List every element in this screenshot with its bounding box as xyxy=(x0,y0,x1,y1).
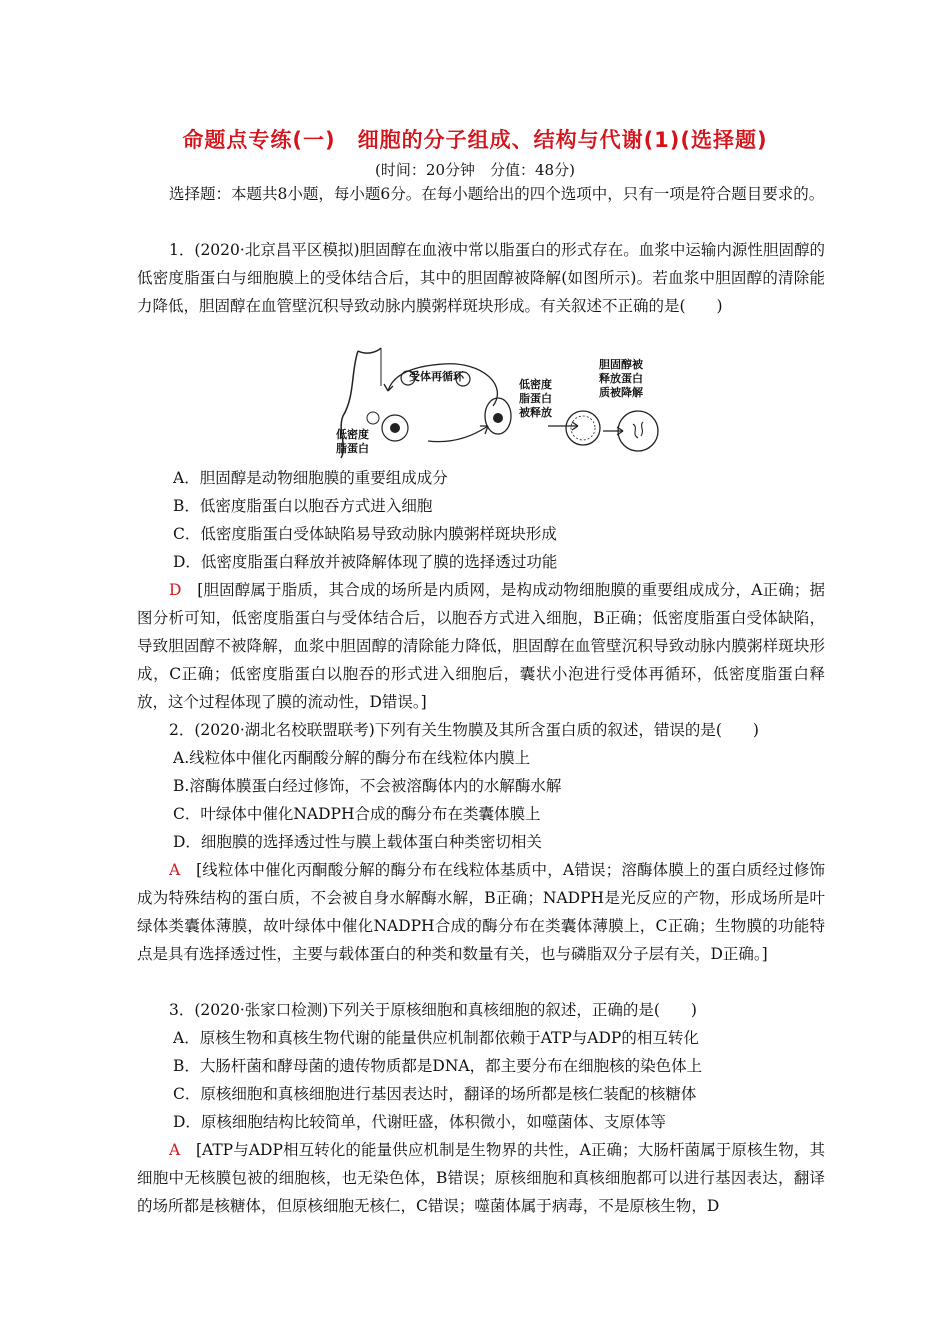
q1-option-a: A．胆固醇是动物细胞膜的重要组成成分 xyxy=(173,469,448,487)
q1-option-b: B．低密度脂蛋白以胞吞方式进入细胞 xyxy=(173,497,433,515)
label-ldl-line1: 低密度 xyxy=(336,428,369,441)
question-1-stem: 1．(2020·北京昌平区模拟)胆固醇在血液中常以脂蛋白的形式存在。血浆中运输内源性胆固醇的低密度脂蛋白与细胞膜上的受体结合后，其中的胆固醇被降解(如图所示)。若血浆中胆固醇的清除能力降低，胆固醇在血管壁沉积导致动脉内膜粥样斑块形成。有关叙述不正确的是( ) xyxy=(137,241,825,315)
label-release-line2: 脂蛋白 xyxy=(519,392,552,405)
question-3-stem: 3．(2020·张家口检测)下列关于原核细胞和真核细胞的叙述，正确的是( ) xyxy=(169,1001,697,1019)
q2-explanation-text: [线粒体中催化丙酮酸分解的酶分布在线粒体基质中，A错误；溶酶体膜上的蛋白质经过修饰成为特殊结构的蛋白质，不会被自身水解酶水解，B正确；NADPH是光反应的产物，形成场所是叶绿体类囊体薄膜，故叶绿体中催化NADPH合成的酶分布在类囊体薄膜上，C正确；生物膜的功能特点是具有选择透过性，主要与载体蛋白的种类和数量有关，也与磷脂双分子层有关，D正确。] xyxy=(137,861,825,963)
q1-answer: D xyxy=(169,581,182,599)
q2-answer: A xyxy=(169,861,181,879)
q1-option-c: C．低密度脂蛋白受体缺陷易导致动脉内膜粥样斑块形成 xyxy=(173,525,557,543)
ldl-pathway-figure xyxy=(333,346,663,461)
q3-option-d: D．原核细胞结构比较简单，代谢旺盛，体积微小，如噬菌体、支原体等 xyxy=(173,1113,666,1131)
label-ldl-line2: 脂蛋白 xyxy=(336,442,369,455)
q2-explanation xyxy=(137,856,825,968)
q1-explanation-text: [胆固醇属于脂质，其合成的场所是内质网，是构成动物细胞膜的重要组成成分，A正确；据图分析可知，低密度脂蛋白与受体结合后，以胞吞方式进入细胞，B正确；低密度脂蛋白受体缺陷，导致胆固醇不被降解，血浆中胆固醇的清除能力降低，胆固醇在血管壁沉积导致动脉内膜粥样斑块形成，C正确；低密度脂蛋白以胞吞的形式进入细胞后，囊状小泡进行受体再循环，低密度脂蛋白释放，这个过程体现了膜的流动性，D错误。] xyxy=(137,581,825,711)
q3-explanation xyxy=(137,1136,825,1220)
label-degrade-line1: 胆固醇被 xyxy=(599,358,643,371)
q3-option-a: A．原核生物和真核生物代谢的能量供应机制都依赖于ATP与ADP的相互转化 xyxy=(173,1029,699,1047)
question-2-stem: 2．(2020·湖北名校联盟联考)下列有关生物膜及其所含蛋白质的叙述，错误的是( ) xyxy=(169,721,759,739)
q2-option-d: D．细胞膜的选择透过性与膜上载体蛋白种类密切相关 xyxy=(173,833,542,851)
q2-option-a: A.线粒体中催化丙酮酸分解的酶分布在线粒体内膜上 xyxy=(173,749,531,767)
q3-option-c: C．原核细胞和真核细胞进行基因表达时，翻译的场所都是核仁装配的核糖体 xyxy=(173,1085,697,1103)
label-release-line3: 被释放 xyxy=(519,406,552,419)
q1-option-d: D．低密度脂蛋白释放并被降解体现了膜的选择透过功能 xyxy=(173,553,558,571)
time-score-info: (时间：20分钟 分值：48分) xyxy=(375,161,575,179)
q1-explanation xyxy=(137,576,825,716)
label-degrade-line2: 释放蛋白 xyxy=(599,372,643,385)
page-title: 命题点专练(一) 细胞的分子组成、结构与代谢(1)(选择题) xyxy=(182,128,768,152)
label-receptor-recycle: 受体再循环 xyxy=(409,370,464,383)
label-release-line1: 低密度 xyxy=(519,378,552,391)
q3-option-b: B．大肠杆菌和酵母菌的遗传物质都是DNA，都主要分布在细胞核的染色体上 xyxy=(173,1057,703,1075)
q2-option-b: B.溶酶体膜蛋白经过修饰，不会被溶酶体内的水解酶水解 xyxy=(173,777,562,795)
q3-explanation-text: [ATP与ADP相互转化的能量供应机制是生物界的共性，A正确；大肠杆菌属于原核生物，其细胞中无核膜包被的细胞核，也无染色体，B错误；原核细胞和真核细胞都可以进行基因表达，翻译的场所都是核糖体，但原核细胞无核仁，C错误；噬菌体属于病毒，不是原核生物，D xyxy=(137,1141,825,1215)
q2-option-c: C．叶绿体中催化NADPH合成的酶分布在类囊体膜上 xyxy=(173,805,541,823)
label-degrade-line3: 质被降解 xyxy=(599,386,643,399)
q3-answer: A xyxy=(169,1141,181,1159)
section-instructions: 选择题：本题共8小题，每小题6分。在每小题给出的四个选项中，只有一项是符合题目要求的。 xyxy=(169,185,825,203)
